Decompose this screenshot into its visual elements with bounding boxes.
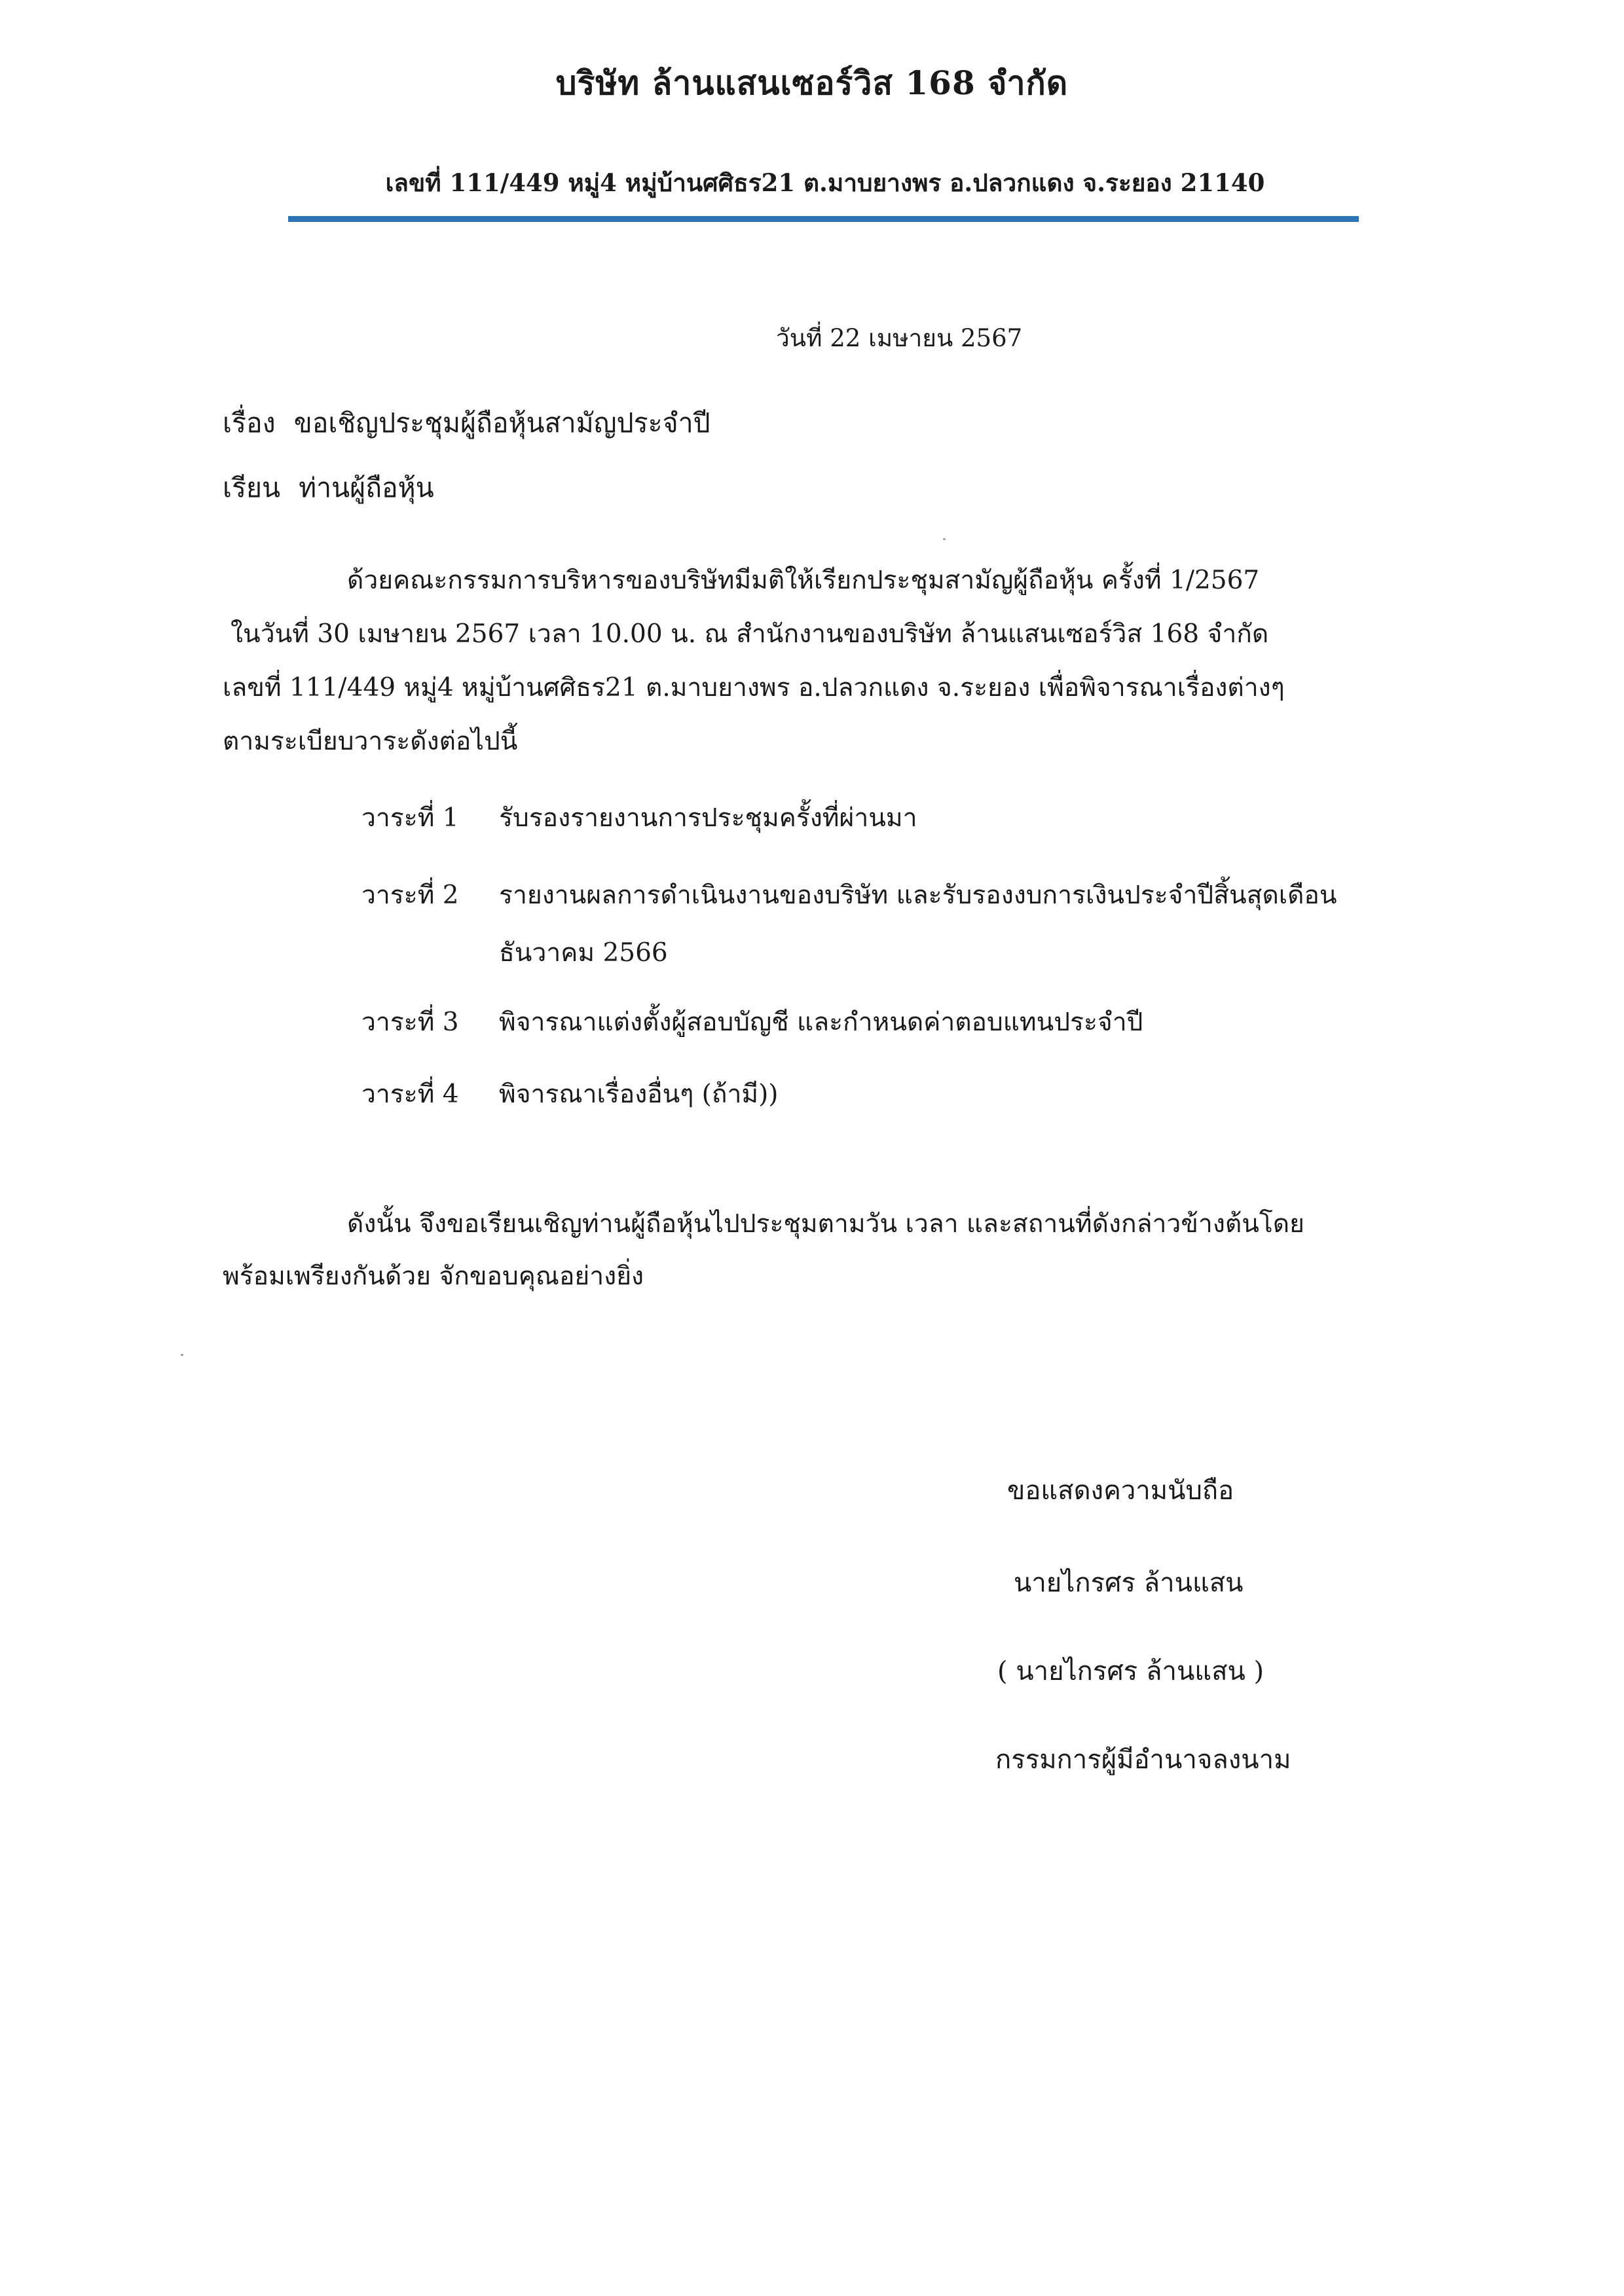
subject-line: [223, 402, 710, 445]
signer-title: กรรมการผู้มีอำนาจลงนาม: [995, 1745, 1291, 1775]
agenda-item-3-number: วาระที่ 3: [361, 1008, 459, 1037]
paragraph1-line-1: ด้วยคณะกรรมการบริหารของบริษัทมีมติให้เรียกประชุมสามัญผู้ถือหุ้น ครั้งที่ 1/2567: [347, 566, 1260, 595]
agenda-item-1-text: รับรองรายงานการประชุมครั้งที่ผ่านมา: [499, 803, 917, 833]
paragraph1-line-2: ในวันที่ 30 เมษายน 2567 เวลา 10.00 น. ณ สำนักงานของบริษัท ล้านแสนเซอร์วิส 168 จำกัด: [231, 619, 1269, 649]
paragraph2-line-2: พร้อมเพรียงกันด้วย จักขอบคุณอย่างยิ่ง: [223, 1262, 644, 1291]
paragraph2-line-1: ดังนั้น จึงขอเรียนเชิญท่านผู้ถือหุ้นไปประชุมตามวัน เวลา และสถานที่ดังกล่าวข้างต้นโดย: [347, 1209, 1304, 1239]
letter-date: วันที่ 22 เมษายน 2567: [776, 324, 1023, 352]
subject-text: ขอเชิญประชุมผู้ถือหุ้นสามัญประจำปี: [293, 407, 710, 439]
agenda-item-3-text: พิจารณาแต่งตั้งผู้สอบบัญชี และกำหนดค่าตอบแทนประจำปี: [499, 1008, 1143, 1037]
header-divider: [288, 216, 1359, 222]
recipient-text: ท่านผู้ถือหุ้น: [299, 472, 434, 503]
subject-label: เรื่อง: [223, 407, 276, 439]
paragraph1-line-4: ตามระเบียบวาระดังต่อไปนี้: [223, 727, 518, 756]
agenda-item-4-number: วาระที่ 4: [361, 1080, 459, 1109]
agenda-item-1-number: วาระที่ 1: [361, 803, 459, 833]
signature: นายไกรศร ล้านแสน: [1014, 1568, 1244, 1598]
recipient-line: [223, 467, 434, 509]
scan-speck: [181, 1354, 183, 1356]
agenda-item-4-text: พิจารณาเรื่องอื่นๆ (ถ้ามี)): [499, 1080, 779, 1109]
paragraph1-line-3: เลขที่ 111/449 หมู่4 หมู่บ้านศศิธร21 ต.มาบยางพร อ.ปลวกแดง จ.ระยอง เพื่อพิจารณาเรื่องต่างๆ: [223, 673, 1285, 702]
agenda-item-2-text-line-1: รายงานผลการดำเนินงานของบริษัท และรับรองงบการเงินประจำปีสิ้นสุดเดือน: [499, 881, 1337, 910]
closing-regards: ขอแสดงความนับถือ: [1007, 1476, 1234, 1506]
company-name: บริษัท ล้านแสนเซอร์วิส 168 จำกัด: [555, 64, 1069, 102]
scan-speck: [943, 538, 946, 540]
company-address: เลขที่ 111/449 หมู่4 หมู่บ้านศศิธร21 ต.มาบยางพร อ.ปลวกแดง จ.ระยอง 21140: [385, 168, 1265, 197]
recipient-label: เรียน: [223, 472, 281, 503]
agenda-item-2-number: วาระที่ 2: [361, 881, 459, 910]
agenda-item-2-text-line-2: ธันวาคม 2566: [499, 938, 668, 968]
signer-printed-name: ( นายไกรศร ล้านแสน ): [997, 1656, 1264, 1686]
